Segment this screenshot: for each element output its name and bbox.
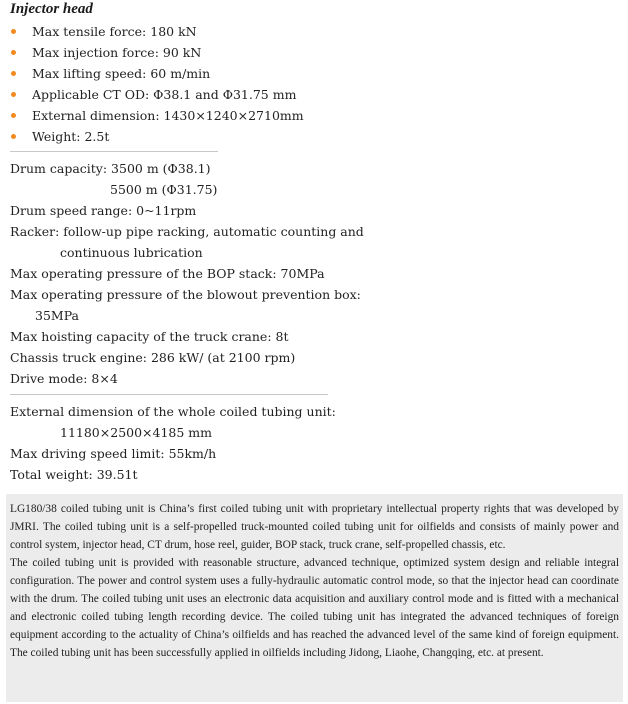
drum-capacity-line-1: Drum capacity: 3500 m (Φ38.1) (10, 161, 211, 176)
unit-external-dimension-line-1: External dimension of the whole coiled tubing unit: (10, 404, 336, 419)
list-item (10, 84, 304, 105)
spec-text: Applicable CT OD: Φ38.1 and Φ31.75 mm (32, 87, 297, 102)
list-item (10, 63, 304, 84)
description-panel (6, 494, 623, 702)
description-paragraph-1: LG180/38 coiled tubing unit is China’s first coiled tubing unit with proprietary intellectual property rights that was developed by JMRI. The coiled tubing unit is a self-propelled truck-mounted coiled tubing unit for oilfields and consists of mainly power and control system, injector head, CT drum, hose reel, guider, BOP stack, truck crane, self-propelled chassis, etc. (10, 503, 619, 551)
blowout-box-pressure-line-1: Max operating pressure of the blowout prevention box: (10, 287, 361, 302)
truck-crane-hoisting: Max hoisting capacity of the truck crane: 8t (10, 329, 289, 344)
bullet-icon (11, 71, 16, 76)
list-item (10, 105, 304, 126)
bullet-icon (11, 134, 16, 139)
racker-line-2: continuous lubrication (60, 245, 203, 260)
bullet-icon (11, 29, 16, 34)
injector-spec-list (10, 21, 304, 147)
description-paragraph-2: The coiled tubing unit is provided with reasonable structure, advanced technique, optimized system design and reliable integral configuration. The power and control system uses a fully-hydraulic automatic control mode, so that the injector head can coordinate with the drum. The coiled tubing unit uses an electronic data acquisition and auxiliary control mode and is fitted with a mechanical and electronic coiled tubing length recording device. The coiled tubing unit has integrated the advanced techniques of foreign equipment according to the actuality of China’s oilfields and has reached the advanced level of the same kind of foreign equipment. The coiled tubing unit has been successfully applied in oilfields including Jidong, Liaohe, Changqing, etc. at present. (10, 557, 619, 659)
list-item (10, 126, 304, 147)
spec-text: Max injection force: 90 kN (32, 45, 202, 60)
unit-external-dimension-line-2: 11180×2500×4185 mm (60, 425, 213, 440)
total-weight: Total weight: 39.51t (10, 467, 138, 482)
bullet-icon (11, 92, 16, 97)
spec-text: External dimension: 1430×1240×2710mm (32, 108, 304, 123)
spec-text: Max lifting speed: 60 m/min (32, 66, 211, 81)
spec-text: Max tensile force: 180 kN (32, 24, 197, 39)
blowout-box-pressure-line-2: 35MPa (35, 308, 80, 323)
section-title: Injector head (10, 1, 93, 17)
racker-line-1: Racker: follow-up pipe racking, automatic counting and (10, 224, 364, 239)
drum-capacity-line-2: 5500 m (Φ31.75) (110, 182, 218, 197)
divider (10, 394, 328, 395)
bop-stack-pressure: Max operating pressure of the BOP stack: 70MPa (10, 266, 325, 281)
bullet-icon (11, 113, 16, 118)
drive-mode: Drive mode: 8×4 (10, 371, 118, 386)
bullet-icon (11, 50, 16, 55)
list-item (10, 42, 304, 63)
divider (10, 151, 218, 152)
list-item (10, 21, 304, 42)
drum-speed-range: Drum speed range: 0~11rpm (10, 203, 197, 218)
spec-text: Weight: 2.5t (32, 129, 110, 144)
chassis-engine: Chassis truck engine: 286 kW/ (at 2100 rpm) (10, 350, 296, 365)
driving-speed-limit: Max driving speed limit: 55km/h (10, 446, 217, 461)
